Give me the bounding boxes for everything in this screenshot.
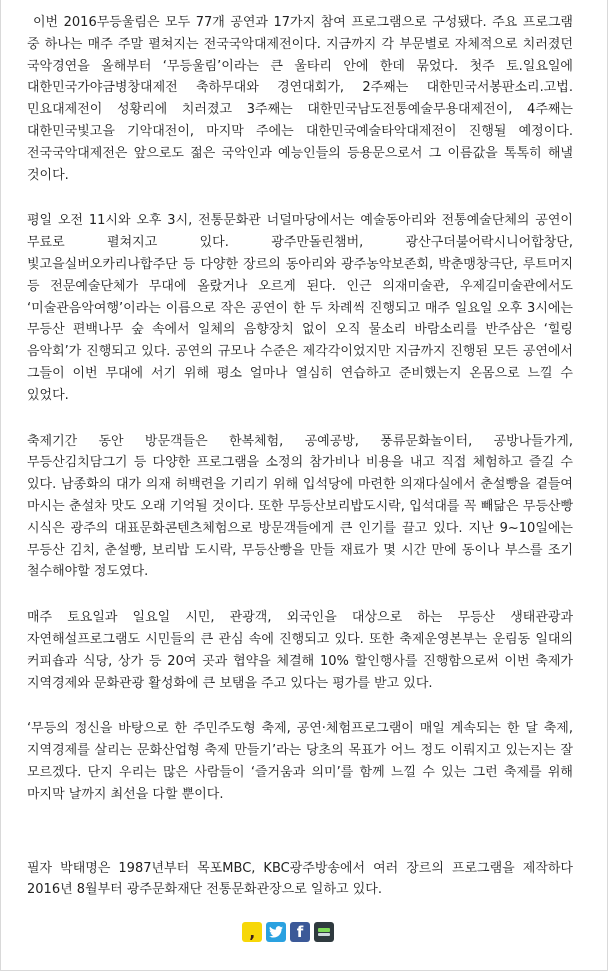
kakaostory-icon: ‚ [248, 922, 256, 942]
article-paragraph-4: 매주 토요일과 일요일 시민, 관광객, 외국인을 대상으로 하는 무등산 생태관광과 자연해설프로그램도 시민들의 큰 관심 속에 진행되고 있다. 또한 축제운영본부는 운림동 일대의 커피숍과 식당, 상가 등 20여 곳과 협약을 체결해 10% 할인행사를 진행함으로써 이번 축제가 지역경제와 문화관광 활성화에 큰 보탬을 주고 있다는 평가를 받고 있다. [27, 610, 573, 691]
article-paragraph-3: 축제기간 동안 방문객들은 한복체험, 공예공방, 풍류문화놀이터, 공방나들가게, 무등산김치담그기 등 다양한 프로그램을 소정의 참가비나 비용을 내고 직접 체험하고 즐길 수 있다. 남종화의 대가 의재 허백련을 기리기 위해 입석당에 마련한 의재다실에서 춘설빵을 곁들여 마시는 춘설차 맛도 오래 기억될 것이다. 또한 무등산보리밥도시락, 입석대를 꼭 빼닮은 무등산빵 시식은 광주의 대표문화콘텐츠체험으로 방문객들에게 큰 인기를 끌고 있다. 지난 9~10일에는 무등산 김치, 춘설빵, 보리밥 도시락, 무등산빵을 만들 재료가 몇 시간 만에 동이나 부스를 조기 철수해야할 정도였다. [27, 433, 573, 580]
article-paragraph-5: ‘무등의 정신을 바탕으로 한 주민주도형 축제, 공연·체험프로그램이 매일 계속되는 한 달 축제, 지역경제를 살리는 문화산업형 축제 만들기’라는 당초의 목표가 어느 정도 이뤄지고 있는지는 잘 모르겠다. 단지 우리는 많은 사람들이 ‘즐거움과 의미’를 함께 느낄 수 있는 그런 축제를 위해 마지막 날까지 최선을 다할 뿐이다. [27, 721, 573, 802]
author-note: 필자 박태명은 1987년부터 목포MBC, KBC광주방송에서 여러 장르의 프로그램을 제작하다 2016년 8월부터 광주문화재단 전통문화관장으로 일하고 있다. [27, 860, 573, 898]
article-body [27, 12, 573, 925]
facebook-share-button[interactable] [290, 922, 310, 942]
twitter-share-button[interactable] [266, 922, 286, 942]
twitter-icon [269, 926, 283, 938]
band-share-button[interactable] [314, 922, 334, 942]
article-paragraph-1: 이번 2016무등울림은 모두 77개 공연과 17가지 참여 프로그램으로 구성됐다. 주요 프로그램 중 하나는 매주 주말 펼쳐지는 전국국악대제전이다. 지금까지 각 부문별로 자체적으로 치러졌던 국악경연을 올해부터 ‘무등울림’이라는 큰 울타리 안에 한데 묶었다. 첫주 토.일요일에 대한민국가야금병창대제전 축하무대와 경연대회가, 2주째는 대한민국서봉판소리.고법.민요대제전이 성황리에 치러졌고 3주째는 대한민국남도전통예술무용대제전이, 4주째는 대한민국빛고을 기악대전이, 마지막 주에는 대한민국예술타악대제전이 진행될 예정이다. 전국국악대제전은 앞으로도 젊은 국악인과 예능인들의 등용문으로서 그 이름값을 톡톡히 해낼 것이다. [27, 15, 573, 183]
kakaostory-share-button[interactable] [242, 922, 262, 942]
facebook-icon: f [296, 923, 304, 941]
band-icon [317, 926, 331, 938]
article-paragraph-2: 평일 오전 11시와 오후 3시, 전통문화관 너덜마당에서는 예술동아리와 전통예술단체의 공연이 무료로 펼쳐지고 있다. 광주만돌린챔버, 광산구더불어락시니어합창단, 빛고을실버오카리나합주단 등 다양한 장르의 동아리와 광주농악보존회, 박춘맹창극단, 루트머지 등 전문예술단체가 무대에 올랐거나 오르게 된다. 인근 의재미술관, 우제길미술관에서도 ‘미술관음악여행’이라는 이름으로 작은 공연이 한 두 차례씩 진행되고 매주 일요일 오후 3시에는 무등산 편백나무 숲 속에서 일체의 음향장치 없이 오직 물소리 바람소리를 반주삼은 ‘힐링 음악회’가 진행되고 있다. 공연의 규모나 수준은 제각각이었지만 지금까지 진행된 모든 공연에서 그들이 이번 무대에 서기 위해 평소 얼마나 열심히 연습하고 준비했는지 온몸으로 느낄 수 있었다. [27, 213, 573, 403]
share-bar [242, 922, 334, 942]
